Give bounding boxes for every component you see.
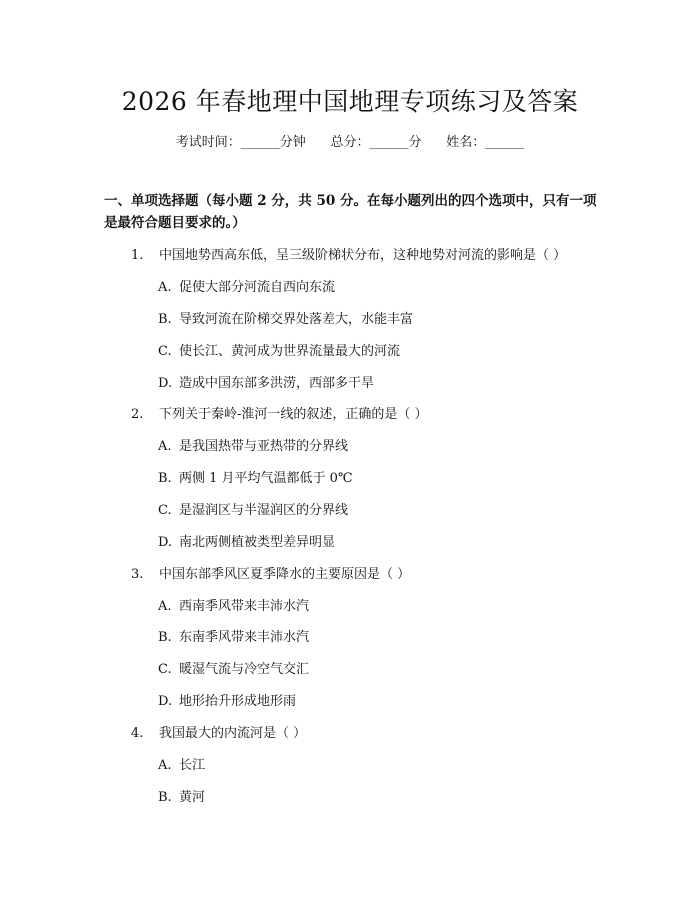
option-text: 是我国热带与亚热带的分界线 — [179, 439, 349, 454]
option-1a — [158, 276, 335, 295]
page-title: 2026 年春地理中国地理专项练习及答案 — [121, 87, 579, 116]
question-number: 1. — [131, 248, 144, 263]
option-letter: D. — [158, 376, 173, 391]
option-text: 东南季风带来丰沛水汽 — [179, 630, 310, 645]
option-4a — [158, 754, 205, 773]
option-letter: C. — [158, 662, 172, 677]
question-text: 中国地势西高东低，呈三级阶梯状分布，这种地势对河流的影响是（ ） — [159, 248, 567, 263]
option-letter: D. — [158, 694, 173, 709]
option-text: 促使大部分河流自西向东流 — [179, 280, 336, 295]
option-4b — [158, 786, 205, 805]
option-letter: B. — [158, 312, 172, 327]
question-2 — [131, 403, 428, 422]
question-number: 3. — [131, 567, 144, 582]
option-letter: A. — [158, 599, 172, 614]
question-number: 2. — [131, 407, 144, 422]
option-text: 黄河 — [179, 790, 206, 805]
option-text: 西南季风带来丰沛水汽 — [179, 599, 310, 614]
option-2d — [158, 531, 335, 550]
option-text: 使长江、黄河成为世界流量最大的河流 — [179, 344, 401, 359]
option-letter: B. — [158, 471, 172, 486]
question-1 — [131, 244, 566, 263]
option-3d — [158, 690, 296, 709]
option-text: 地形抬升形成地形雨 — [179, 694, 297, 709]
option-1b — [158, 308, 413, 327]
option-letter: D. — [158, 535, 173, 550]
question-text: 我国最大的内流河是（ ） — [159, 726, 307, 741]
option-3a — [158, 595, 309, 614]
option-text: 造成中国东部多洪涝，西部多干旱 — [179, 376, 375, 391]
section-heading: 一、单项选择题（每小题 2 分，共 50 分。在每小题列出的四个选项中，只有一项是最符合题目要求的。） — [104, 193, 597, 231]
option-letter: B. — [158, 630, 172, 645]
option-letter: A. — [158, 758, 172, 773]
option-2b — [158, 467, 352, 486]
option-text: 长江 — [179, 758, 206, 773]
option-text: 导致河流在阶梯交界处落差大，水能丰富 — [179, 312, 414, 327]
option-letter: C. — [158, 503, 172, 518]
question-3 — [131, 563, 410, 582]
option-3b — [158, 626, 309, 645]
option-letter: A. — [158, 439, 172, 454]
option-text: 南北两侧植被类型差异明显 — [179, 535, 336, 550]
option-text: 两侧 1 月平均气温都低于 0℃ — [179, 471, 353, 486]
question-4 — [131, 722, 306, 741]
question-text: 下列关于秦岭-淮河一线的叙述，正确的是（ ） — [159, 407, 428, 422]
option-2c — [158, 499, 348, 518]
question-text: 中国东部季风区夏季降水的主要原因是（ ） — [159, 567, 411, 582]
option-1c — [158, 340, 400, 359]
option-text: 是湿润区与半湿润区的分界线 — [179, 503, 349, 518]
option-letter: A. — [158, 280, 172, 295]
question-number: 4. — [131, 726, 144, 741]
option-letter: B. — [158, 790, 172, 805]
option-text: 暖湿气流与冷空气交汇 — [179, 662, 310, 677]
option-2a — [158, 435, 348, 454]
option-1d — [158, 372, 374, 391]
option-3c — [158, 658, 309, 677]
option-letter: C. — [158, 344, 172, 359]
exam-meta-line: 考试时间：______分钟 总分：______分 姓名：______ — [175, 135, 525, 150]
